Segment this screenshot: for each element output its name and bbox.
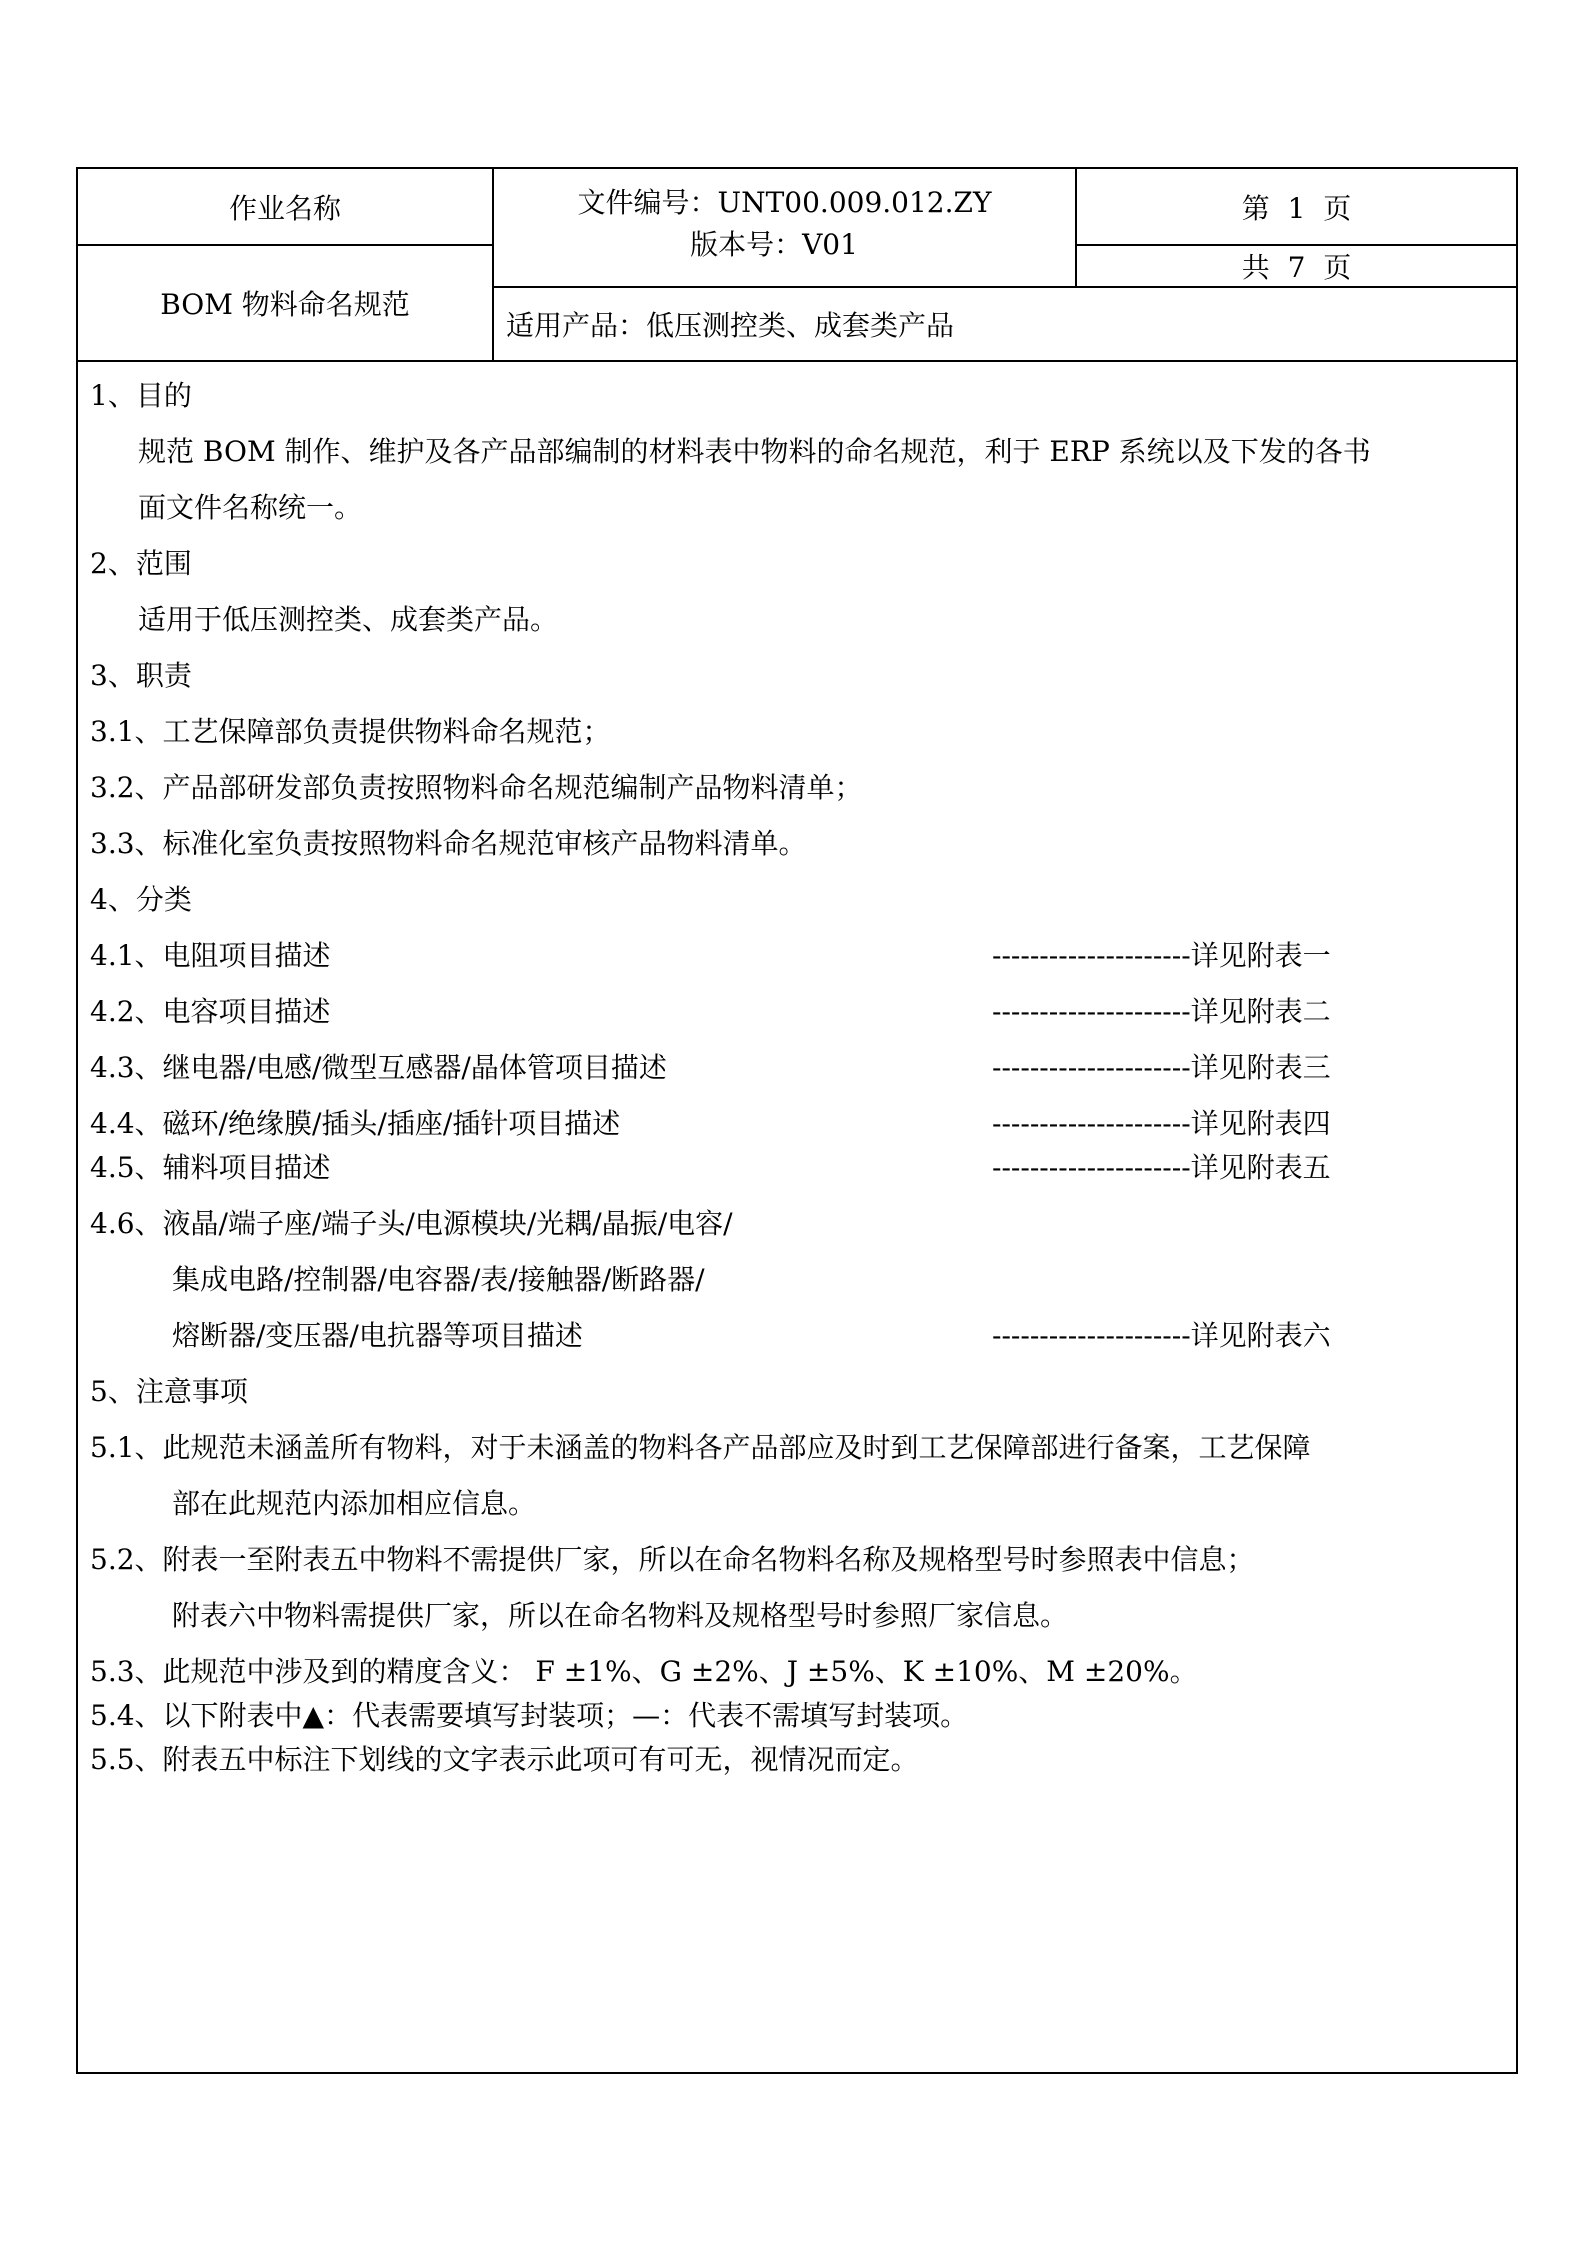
section-2-title: 2、范围 xyxy=(90,547,192,580)
list-item: 熔断器/变压器/电抗器等项目描述 xyxy=(172,1319,583,1352)
appendix-ref: ---------------------详见附表五 xyxy=(992,1151,1331,1184)
job-name-label: 作业名称 xyxy=(228,191,341,225)
divider xyxy=(78,360,1516,362)
list-item: 3.2、产品部研发部负责按照物料命名规范编制产品物料清单； xyxy=(90,771,863,804)
section-5-title: 5、注意事项 xyxy=(90,1375,248,1408)
page-current: 第 1 页 xyxy=(1241,191,1352,225)
list-item: 4.5、辅料项目描述 xyxy=(90,1151,331,1184)
applicable-products: 适用产品：低压测控类、成套类产品 xyxy=(506,309,955,342)
list-item: 4.3、继电器/电感/微型互感器/晶体管项目描述 xyxy=(90,1051,667,1084)
list-item: 5.4、以下附表中▲：代表需要填写封装项；—：代表不需填写封装项。 xyxy=(90,1699,969,1732)
section-1-text: 规范 BOM 制作、维护及各产品部编制的材料表中物料的命名规范，利于 ERP 系统以及下发的各书 xyxy=(138,435,1371,468)
list-item: 附表六中物料需提供厂家，所以在命名物料及规格型号时参照厂家信息。 xyxy=(172,1599,1069,1632)
section-4-title: 4、分类 xyxy=(90,883,192,916)
document-page xyxy=(76,167,1518,2074)
list-item: 部在此规范内添加相应信息。 xyxy=(172,1487,537,1520)
list-item: 4.2、电容项目描述 xyxy=(90,995,331,1028)
list-item: 5.3、此规范中涉及到的精度含义： F ±1%、G ±2%、J ±5%、K ±10%、M ±20%。 xyxy=(90,1655,1198,1688)
version: 版本号：V01 xyxy=(690,228,858,261)
list-item: 5.2、附表一至附表五中物料不需提供厂家，所以在命名物料名称及规格型号时参照表中信息； xyxy=(90,1543,1255,1576)
appendix-ref: ---------------------详见附表六 xyxy=(992,1319,1331,1352)
list-item: 3.3、标准化室负责按照物料命名规范审核产品物料清单。 xyxy=(90,827,807,860)
list-item: 5.1、此规范未涵盖所有物料，对于未涵盖的物料各产品部应及时到工艺保障部进行备案，工艺保障 xyxy=(90,1431,1311,1464)
list-item: 5.5、附表五中标注下划线的文字表示此项可有可无，视情况而定。 xyxy=(90,1743,919,1776)
section-2-text: 适用于低压测控类、成套类产品。 xyxy=(138,603,559,636)
section-1-title: 1、目的 xyxy=(90,379,192,412)
appendix-ref: ---------------------详见附表三 xyxy=(992,1051,1331,1084)
job-name-value: BOM 物料命名规范 xyxy=(160,288,410,321)
header-table xyxy=(78,169,1516,362)
appendix-ref: ---------------------详见附表四 xyxy=(992,1107,1331,1140)
page-total: 共 7 页 xyxy=(1241,251,1352,284)
section-1-text: 面文件名称统一。 xyxy=(138,491,363,524)
list-item: 4.6、液晶/端子座/端子头/电源模块/光耦/晶振/电容/ xyxy=(90,1207,733,1240)
appendix-ref: ---------------------详见附表一 xyxy=(992,939,1331,972)
section-3-title: 3、职责 xyxy=(90,659,192,692)
list-item: 集成电路/控制器/电容器/表/接触器/断路器/ xyxy=(172,1263,705,1296)
list-item: 4.1、电阻项目描述 xyxy=(90,939,331,972)
list-item: 3.1、工艺保障部负责提供物料命名规范； xyxy=(90,715,611,748)
appendix-ref: ---------------------详见附表二 xyxy=(992,995,1331,1028)
doc-number: 文件编号：UNT00.009.012.ZY xyxy=(577,186,992,219)
list-item: 4.4、磁环/绝缘膜/插头/插座/插针项目描述 xyxy=(90,1107,621,1140)
